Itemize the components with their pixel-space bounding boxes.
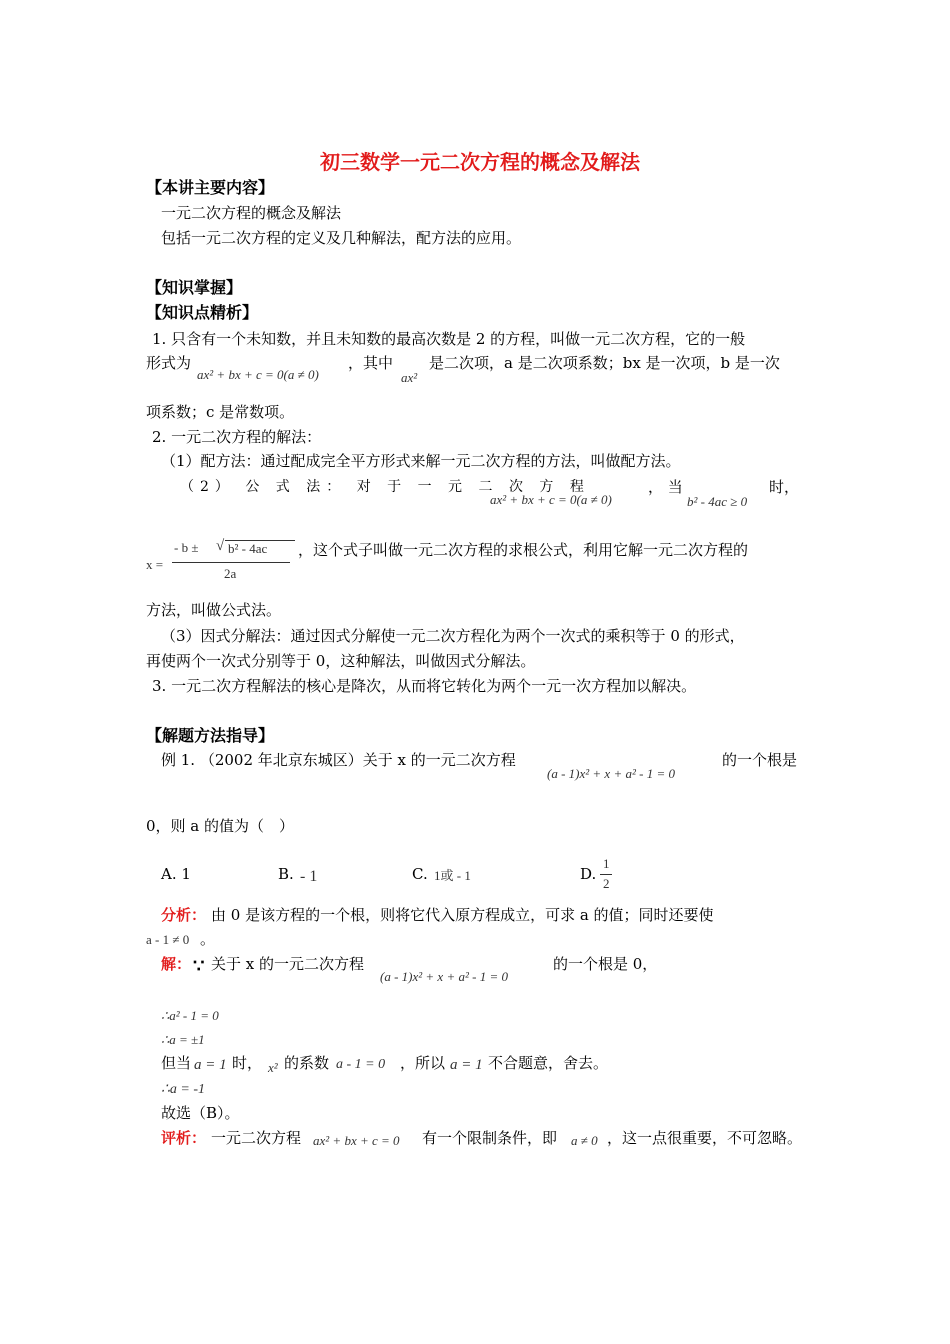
method-2-equation: ax² + bx + c = 0(a ≠ 0) [490, 492, 612, 507]
step-3-e: 不合题意，舍去。 [488, 1054, 609, 1072]
option-a: A. 1 [161, 865, 191, 883]
point-1-line-b-pre: 形式为 [146, 354, 192, 372]
solution-text: 关于 x 的一元二次方程 [211, 955, 364, 973]
subsection-heading: 【知识点精析】 [146, 303, 259, 322]
method-2-post: 时， [769, 478, 800, 496]
solution-equation: (a - 1)x² + x + a² - 1 = 0 [380, 969, 508, 984]
option-c-label: C. [412, 865, 428, 883]
option-b-value: - 1 [300, 868, 318, 885]
example-1-pre: 例 1. （2002 年北京东城区）关于 x 的一元二次方程 [161, 751, 516, 769]
option-d-numerator: 1 [603, 856, 610, 871]
comment-text-b: 有一个限制条件，即 [422, 1129, 558, 1147]
section-heading-knowledge: 【知识掌握】 [146, 278, 243, 297]
method-2-pre: （2） 公 式 法： 对 于 一 元 二 次 方 程 [180, 479, 590, 495]
option-d-label: D. [580, 865, 597, 883]
analysis-condition: a - 1 ≠ 0 [146, 932, 190, 947]
step-4: ∴a = -1 [161, 1082, 206, 1097]
answer: 故选（B）。 [161, 1104, 240, 1122]
formula-x-label: x = [146, 557, 164, 572]
method-3-line-a: （3）因式分解法：通过因式分解使一元二次方程化为两个一次式的乘积等于 0 的形式， [161, 627, 745, 645]
section-heading-guide: 【解题方法指导】 [146, 726, 275, 745]
comment-text-a: 一元二次方程 [211, 1129, 302, 1147]
option-d-bar [600, 874, 612, 875]
analysis-end: 。 [200, 930, 216, 948]
step-3-x2: x² [268, 1060, 278, 1075]
step-3-d: ，所以 [400, 1054, 446, 1072]
main-line-2: 包括一元二次方程的定义及几种解法，配方法的应用。 [161, 229, 522, 247]
step-3-c: 的系数 [284, 1054, 330, 1072]
method-2-condition: b² - 4ac ≥ 0 [687, 494, 748, 509]
point-1-line-b-post: 是二次项，a 是二次项系数；bx 是一次项，b 是一次 [429, 354, 780, 372]
example-1-equation: (a - 1)x² + x + a² - 1 = 0 [547, 766, 675, 781]
example-1-tail: 0，则 a 的值为（ ） [146, 817, 295, 835]
fraction-bar [172, 562, 290, 563]
step-1: ∴a² - 1 = 0 [161, 1008, 219, 1023]
main-line-1: 一元二次方程的概念及解法 [161, 204, 342, 222]
point-1-line-a: 1. 只含有一个未知数，并且未知数的最高次数是 2 的方程，叫做一元二次方程，它的一般 [152, 330, 746, 348]
analysis-label: 分析： [161, 906, 207, 924]
formula-denominator: 2a [224, 566, 237, 581]
method-3-line-b: 再使两个一次式分别等于 0，这种解法，叫做因式分解法。 [146, 652, 536, 670]
option-d-denominator: 2 [603, 876, 610, 891]
sqrt-symbol: √ [216, 538, 225, 554]
option-b-label: B. [278, 865, 294, 883]
point-3: 3. 一元二次方程解法的核心是降次，从而将它转化为两个一元一次方程加以解决。 [152, 677, 697, 695]
option-d-fraction [600, 856, 614, 896]
step-2: ∴a = ±1 [161, 1032, 205, 1047]
method-2-end: 方法，叫做公式法。 [146, 601, 282, 619]
page-title: 初三数学一元二次方程的概念及解法 [320, 150, 640, 174]
step-3-b: 时， [232, 1054, 263, 1072]
comment-label: 评析： [161, 1129, 207, 1147]
solution-post: 的一个根是 0， [553, 955, 658, 973]
method-2-mid: ， 当 [648, 478, 683, 496]
equation-ax2: ax² [401, 370, 418, 385]
comment-equation: ax² + bx + c = 0 [313, 1133, 400, 1148]
section-heading-main: 【本讲主要内容】 [146, 178, 275, 197]
point-1-line-b-mid: ，其中 [348, 354, 394, 372]
step-3-eq-1: a = 1 [194, 1057, 227, 1073]
analysis-text: 由 0 是该方程的一个根，则将它代入原方程成立，可求 a 的值；同时还要使 [211, 906, 714, 924]
comment-condition: a ≠ 0 [571, 1133, 598, 1148]
quadratic-formula [172, 536, 290, 586]
solution-label: 解： [161, 955, 192, 973]
example-1-post: 的一个根是 [722, 751, 798, 769]
comment-text-c: ，这一点很重要，不可忽略。 [607, 1129, 803, 1147]
point-1-line-c: 项系数；c 是常数项。 [146, 403, 295, 421]
step-3-eq-2: a - 1 = 0 [336, 1057, 386, 1072]
option-c-value: 1或 - 1 [434, 868, 471, 883]
equation-general-form: ax² + bx + c = 0(a ≠ 0) [197, 367, 319, 382]
point-2: 2. 一元二次方程的解法： [152, 428, 322, 446]
method-2-description: ，这个式子叫做一元二次方程的求根公式，利用它解一元二次方程的 [298, 541, 749, 559]
formula-numerator-b: b² - 4ac [228, 541, 268, 556]
formula-numerator-a: - b ± [174, 540, 199, 555]
step-3-eq-3: a = 1 [450, 1057, 483, 1073]
step-3-a: 但当 [161, 1054, 192, 1072]
because-symbol: ∵ [193, 956, 205, 977]
method-1: （1）配方法：通过配成完全平方形式来解一元二次方程的方法，叫做配方法。 [161, 452, 681, 470]
